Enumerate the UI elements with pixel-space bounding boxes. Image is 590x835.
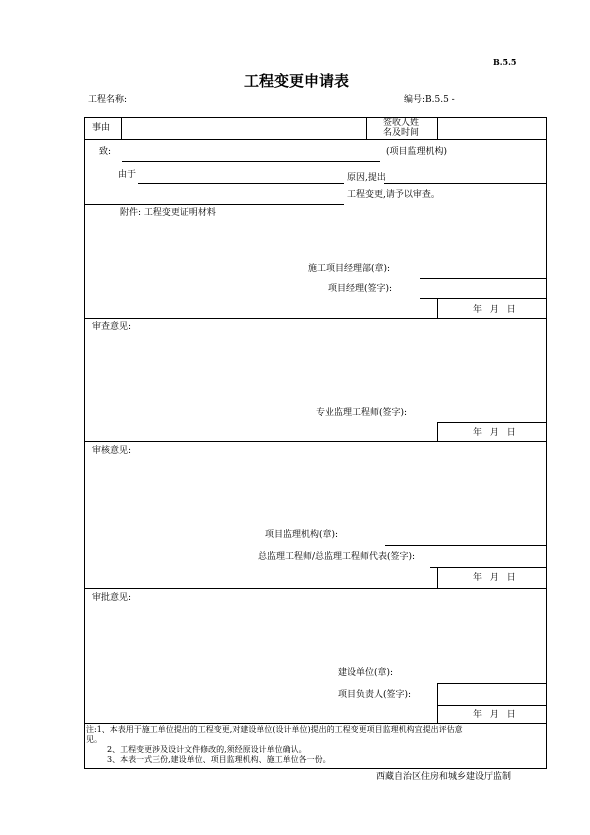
reason-underline[interactable] [384, 183, 546, 184]
apply-date: 年 月 日 [473, 305, 516, 315]
frame-left [84, 117, 85, 769]
approve-opinion-area[interactable] [92, 607, 538, 663]
review-opinion-area[interactable] [92, 336, 538, 400]
change-content-underline[interactable] [84, 204, 344, 205]
audit-date: 年 月 日 [473, 573, 516, 583]
project-manager-signature[interactable] [420, 298, 546, 299]
receiver-field[interactable] [438, 118, 545, 138]
note-line-4: 3、本表一式三份,建设单位、项目监理机构、施工单位各一份。 [107, 755, 331, 764]
audit-opinion-area[interactable] [92, 460, 538, 524]
receiver-label-line1: 签收人姓 [383, 118, 420, 128]
receiver-label-line2: 名及时间 [383, 128, 420, 138]
note-line-2: 见。 [86, 735, 102, 744]
approve-date: 年 月 日 [473, 710, 516, 720]
supervisor-org-label: (项目监理机构) [386, 147, 448, 157]
chief-engineer-signature[interactable] [430, 567, 546, 568]
review-engineer-signature[interactable] [437, 422, 546, 423]
contractor-dept-field[interactable] [420, 278, 546, 279]
audit-title: 审核意见: [92, 446, 132, 456]
to-label: 致: [99, 147, 112, 157]
review-title: 审查意见: [92, 322, 132, 332]
to-underline[interactable] [122, 161, 380, 162]
attachment-label: 附件: 工程变更证明材料 [120, 208, 216, 218]
serial-label: 编号:B.5.5 - [404, 95, 455, 105]
footer-issuer: 西藏自治区住房和城乡建设厅监制 [376, 772, 512, 782]
note-line-3: 2、工程变更涉及设计文件修改的,须经原设计单位确认。 [107, 745, 307, 754]
audit-org-seal-label: 项目监理机构(章): [265, 530, 339, 540]
owner-rep-label: 项目负责人(签字): [338, 690, 412, 700]
owner-rep-signature[interactable] [437, 705, 546, 706]
frame-right [546, 117, 547, 769]
chief-engineer-label: 总监理工程师/总监理工程师代表(签字): [258, 552, 416, 562]
project-name-label: 工程名称: [88, 95, 128, 105]
due-to-underline[interactable] [138, 183, 344, 184]
contractor-dept-label: 施工项目经理部(章): [308, 264, 391, 274]
request-text: 工程变更,请予以审查。 [347, 190, 440, 200]
reason-propose-label: 原因,提出 [347, 173, 386, 183]
audit-org-seal-field[interactable] [385, 545, 546, 546]
matter-label: 事由 [92, 123, 111, 133]
note-line-1: 注:1、本表用于施工单位提出的工程变更,对建设单位(设计单位)提出的工程变更项目监理机构宜提出评估意 [86, 725, 463, 734]
form-title: 工程变更申请表 [244, 72, 350, 90]
project-manager-label: 项目经理(签字): [328, 284, 393, 294]
matter-field[interactable] [122, 118, 365, 138]
due-to-label: 由于 [118, 170, 137, 180]
approve-title: 审批意见: [92, 593, 132, 603]
form-code: B.5.5 [493, 57, 517, 67]
owner-seal-label: 建设单位(章): [338, 668, 394, 678]
owner-seal-field[interactable] [437, 683, 546, 684]
review-date: 年 月 日 [473, 428, 516, 438]
review-engineer-label: 专业监理工程师(签字): [316, 408, 408, 418]
